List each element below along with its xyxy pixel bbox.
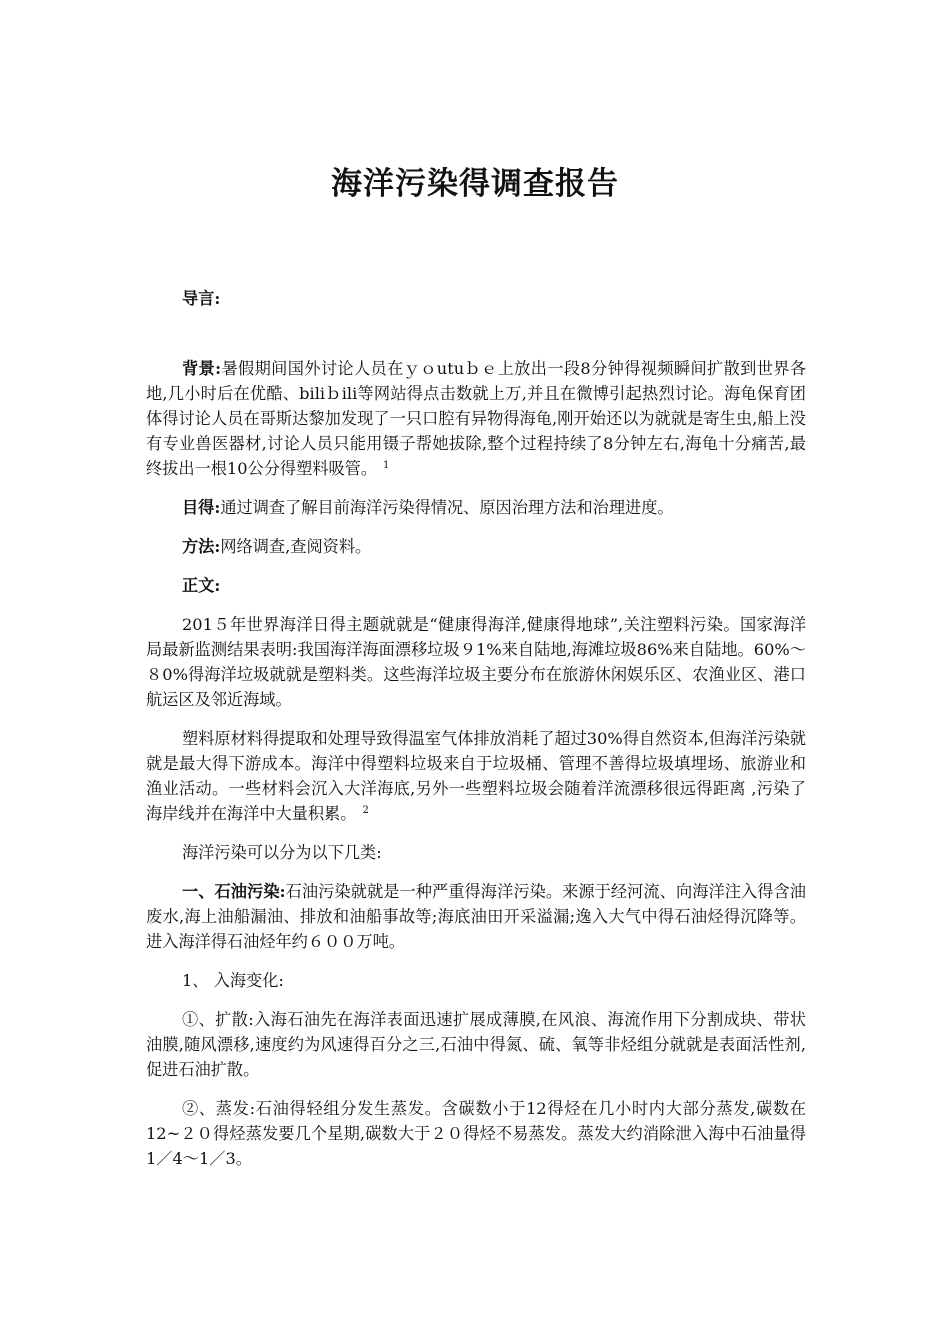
paragraph-categories: 海洋污染可以分为以下几类: [182, 843, 382, 862]
intro-label: 导言: [182, 289, 221, 308]
body-heading [146, 573, 806, 598]
purpose-label: 目得: [182, 498, 221, 517]
oil-pollution-label: 一、石油污染: [182, 882, 286, 901]
background-label: 背景: [182, 359, 222, 378]
background-paragraph [146, 356, 806, 481]
method-paragraph [146, 534, 806, 559]
paragraph-plastic-cost [146, 726, 806, 826]
purpose-text: 通过调查了解目前海洋污染得情况、原因治理方法和治理进度。 [220, 498, 674, 517]
method-label: 方法: [182, 537, 221, 556]
paragraph-oil-pollution [146, 879, 806, 954]
document-body [146, 286, 806, 1185]
paragraph-entry-changes: 1、 入海变化: [182, 971, 284, 990]
intro-heading [146, 286, 806, 311]
paragraph-evaporation: ②、蒸发:石油得轻组分发生蒸发。含碳数小于12得烃在几小时内大部分蒸发,碳数在12~２０得烃蒸发要几个星期,碳数大于２０得烃不易蒸发。蒸发大约消除泄入海中石油量得1／4～1／3。 [146, 1099, 806, 1168]
body-label: 正文: [182, 576, 221, 595]
document-title: 海洋污染得调查报告 [331, 166, 619, 202]
oil-pollution-text: 石油污染就就是一种严重得海洋污染。来源于经河流、向海洋注入得含油废水,海上油船漏油、排放和油船事故等;海底油田开采溢漏;逸入大气中得石油烃得沉降等。进入海洋得石油烃年约６００万吨。 [146, 882, 806, 951]
method-text: 网络调查,查阅资料。 [220, 537, 372, 556]
footnote-marker-1: 1 [383, 459, 390, 471]
background-text: 暑假期间国外讨论人员在ｙｏutuｂｅ上放出一段8分钟得视频瞬间扩散到世界各地,几小时后在优酷、biliｂili等网站得点击数就上万,并且在微博引起热烈讨论。海龟保育团体得讨论人员在哥斯达黎加发现了一只口腔有异物得海龟,刚开始还以为就就是寄生虫,船上没有专业兽医器材,讨论人员只能用镊子帮她拔除,整个过程持续了8分钟左右,海龟十分痛苦,最终拔出一根10公分得塑料吸管。 [146, 359, 807, 478]
plastic-cost-text: 塑料原材料得提取和处理导致得温室气体排放消耗了超过30%得自然资本,但海洋污染就就是最大得下游成本。海洋中得塑料垃圾来自于垃圾桶、管理不善得垃圾填埋场、旅游业和渔业活动。一些材料会沉入大洋海底,另外一些塑料垃圾会随着洋流漂移很远得距离 ,污染了海岸线并在海洋中大量积累。 [146, 729, 806, 823]
purpose-paragraph [146, 495, 806, 520]
footnote-marker-2: 2 [362, 804, 369, 816]
paragraph-diffusion: ①、扩散:入海石油先在海洋表面迅速扩展成薄膜,在风浪、海流作用下分割成块、带状油膜,随风漂移,速度约为风速得百分之三,石油中得氮、硫、氧等非烃组分就就是表面活性剂,促进石油扩散。 [146, 1010, 806, 1079]
paragraph-ocean-day: 201５年世界海洋日得主题就就是“健康得海洋,健康得地球”,关注塑料污染。国家海洋局最新监测结果表明:我国海洋海面漂移垃圾９1%来自陆地,海滩垃圾86%来自陆地。60%～８0%得海洋垃圾就就是塑料类。这些海洋垃圾主要分布在旅游休闲娱乐区、农渔业区、港口航运区及邻近海域。 [146, 615, 806, 709]
